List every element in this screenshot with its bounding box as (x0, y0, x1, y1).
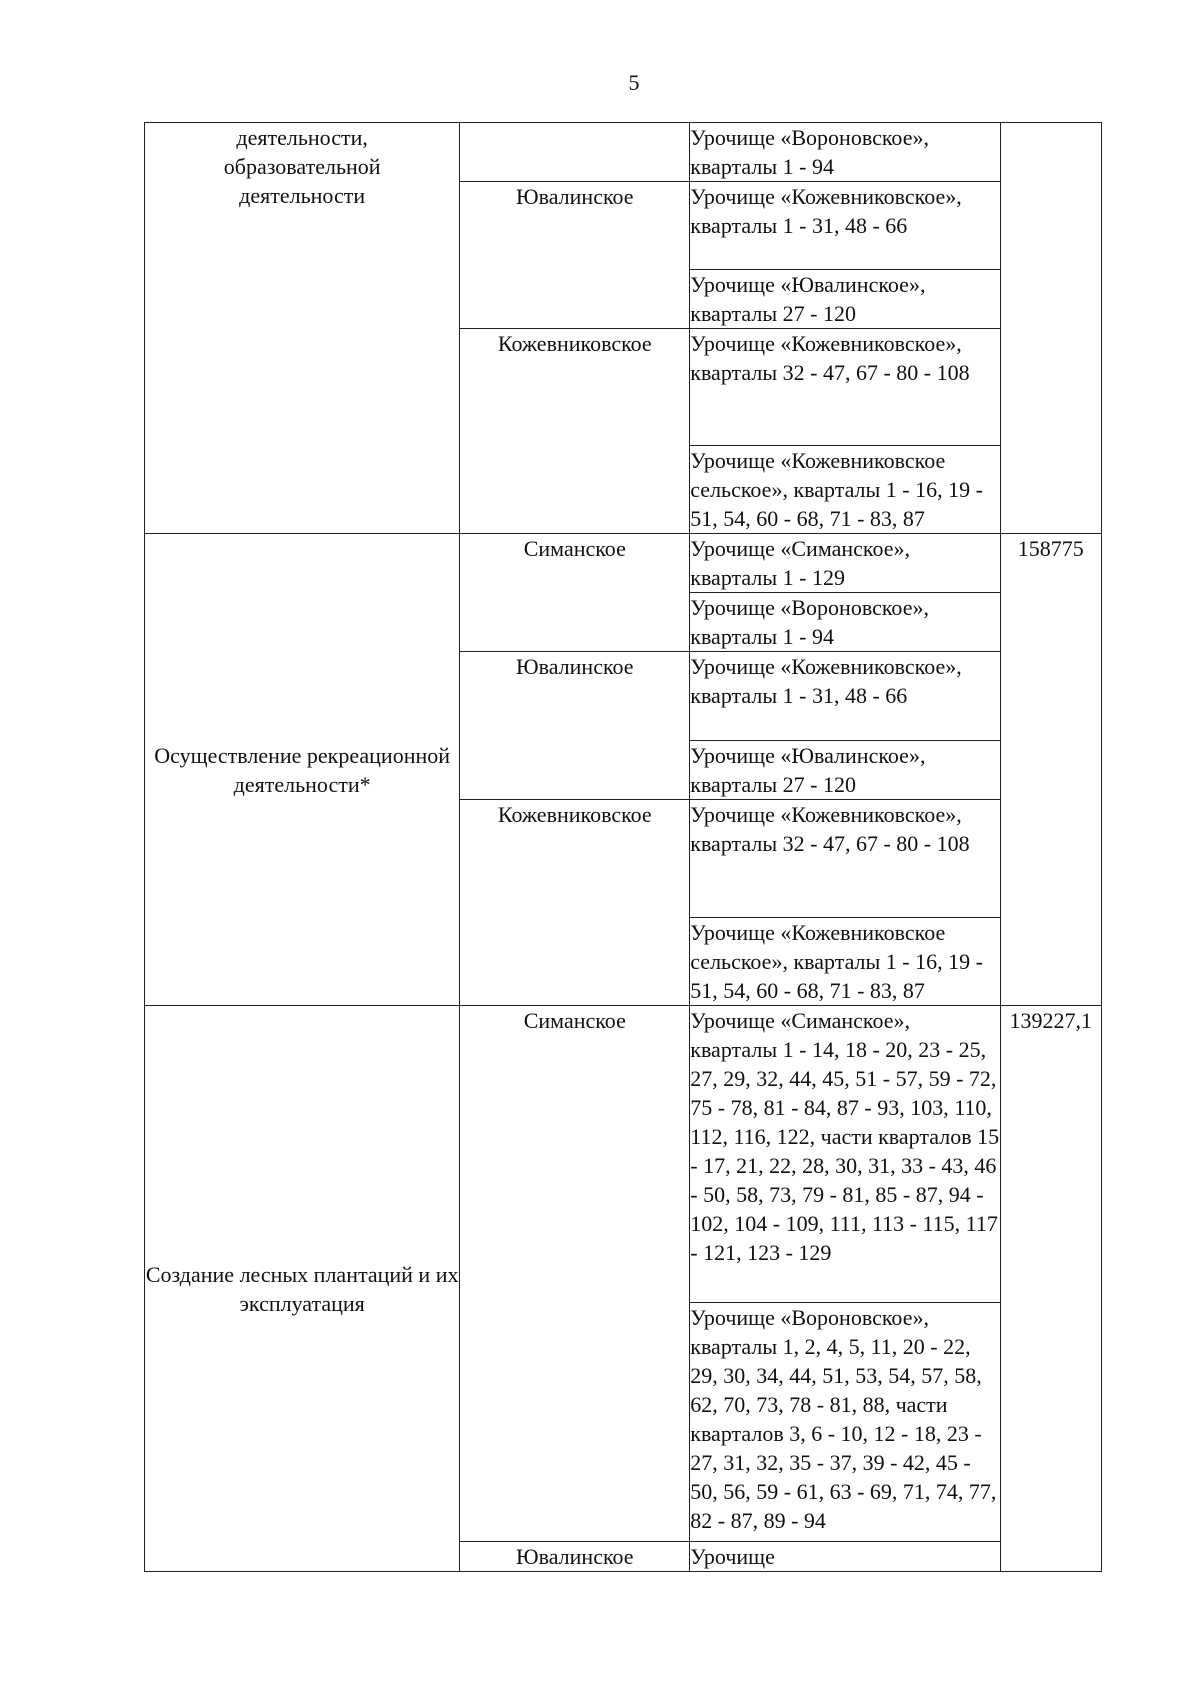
location-cell (690, 1542, 1000, 1572)
location-text: Урочище «Кожевниковское сельское», кварталы 1 - 16, 19 - 51, 54, 60 - 68, 71 - 83, 87 (690, 448, 983, 531)
forestry-name: Кожевниковское (460, 800, 690, 1006)
location-cell (690, 800, 1000, 918)
activity-cell (145, 123, 460, 534)
activity-text: Осуществление рекреационной деятельности* (154, 742, 451, 797)
location-text: Урочище «Вороновское», кварталы 1 - 94 (690, 595, 929, 649)
table-row (145, 534, 1102, 593)
forestry-name: Ювалинское (460, 652, 690, 800)
location-cell (690, 270, 1000, 329)
location-text: Урочище «Вороновское», кварталы 1 - 94 (690, 125, 929, 179)
forestry-name: Симанское (460, 1006, 690, 1542)
area-value: 158775 (1000, 534, 1101, 1006)
forestry-name: Ювалинское (460, 1542, 690, 1572)
location-text: Урочище «Ювалинское», кварталы 27 - 120 (690, 272, 926, 326)
activity-cell (145, 534, 460, 1006)
location-text: Урочище «Симанское», кварталы 1 - 14, 18 - 20, 23 - 25, 27, 29, 32, 44, 45, 51 - 57, 59 - 72, 75 - 78, 81 - 84, 87 - 93, 103, 110, 112, 116, 122, части кварталов 15 - 17, 21, 22, 28, 30, 31, 33 - 43, 46 - 50, 58, 73, 79 - 81, 85 - 87, 94 - 102, 104 - 109, 111, 113 - 115, 117 - 121, 123 - 129 (690, 1008, 1000, 1265)
location-cell (690, 1006, 1000, 1303)
activity-text: деятельности, образовательной деятельности (223, 125, 381, 208)
area-cell-empty (1000, 123, 1101, 534)
forestry-name: Кожевниковское (460, 329, 690, 534)
location-cell (690, 1303, 1000, 1542)
location-cell (690, 593, 1000, 652)
activity-cell (145, 1006, 460, 1572)
location-cell (690, 182, 1000, 270)
location-text: Урочище «Кожевниковское», кварталы 1 - 31, 48 - 66 (690, 654, 962, 708)
forestry-name: Ювалинское (460, 182, 690, 329)
location-text: Урочище «Вороновское», кварталы 1, 2, 4, 5, 11, 20 - 22, 29, 30, 34, 44, 51, 53, 54, 57, 58, 62, 70, 73, 78 - 81, 88, части кварталов 3, 6 - 10, 12 - 18, 23 - 27, 31, 32, 35 - 37, 39 - 42, 45 - 50, 56, 59 - 61, 63 - 69, 71, 74, 77, 82 - 87, 89 - 94 (690, 1305, 997, 1533)
location-cell (690, 652, 1000, 741)
location-text: Урочище «Кожевниковское», кварталы 32 - 47, 67 - 80 - 108 (690, 331, 970, 385)
location-text: Урочище «Кожевниковское», кварталы 32 - 47, 67 - 80 - 108 (690, 802, 970, 856)
location-cell (690, 446, 1000, 534)
location-text: Урочище «Ювалинское», кварталы 27 - 120 (690, 743, 926, 797)
forest-use-table (144, 122, 1102, 1572)
location-cell (690, 741, 1000, 800)
table-row (145, 1006, 1102, 1303)
location-cell (690, 918, 1000, 1006)
location-cell (690, 123, 1000, 182)
location-cell (690, 534, 1000, 593)
forestry-name: Симанское (460, 534, 690, 652)
activity-text: Создание лесных плантаций и их эксплуатация (145, 1261, 459, 1316)
location-text: Урочище «Симанское», кварталы 1 - 129 (690, 536, 911, 590)
forestry-cell-empty (460, 123, 690, 182)
location-text: Урочище «Кожевниковское сельское», кварталы 1 - 16, 19 - 51, 54, 60 - 68, 71 - 83, 87 (690, 920, 983, 1003)
area-value: 139227,1 (1000, 1006, 1101, 1572)
location-text: Урочище «Кожевниковское», кварталы 1 - 31, 48 - 66 (690, 184, 962, 238)
table-row (145, 123, 1102, 182)
page-number: 5 (628, 70, 640, 95)
location-text: Урочище (690, 1544, 775, 1569)
location-cell (690, 329, 1000, 446)
